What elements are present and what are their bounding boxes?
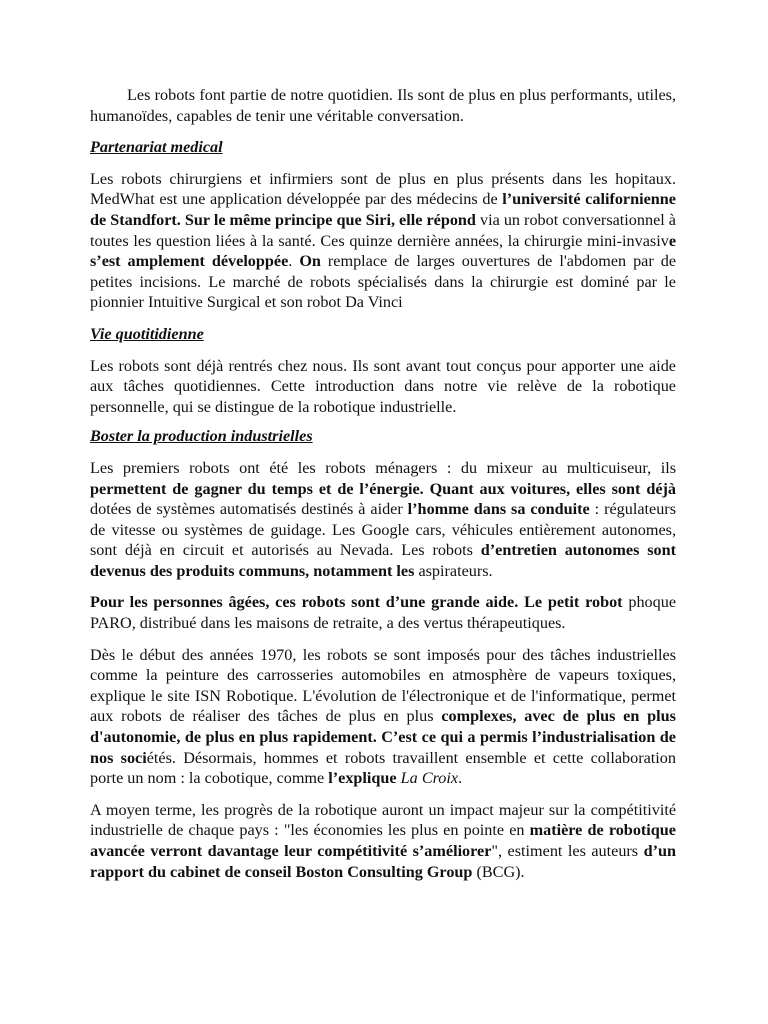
- paragraph-moyen-terme: [90, 800, 676, 882]
- text-span: aspirateurs.: [414, 561, 493, 580]
- intro-paragraph: Les robots font partie de notre quotidien. Ils sont de plus en plus performants, utiles, humanoïdes, capables de tenir une véritable conversation.: [90, 86, 676, 125]
- text-span: Les robots chirurgiens et infirmiers sont de plus en plus présents dans les hopitaux. MedWhat est une application développée par des médecins de: [90, 169, 676, 209]
- heading-boster-production: Boster la production industrielles: [90, 427, 313, 446]
- text-span: (BCG).: [472, 862, 525, 881]
- text-span: .: [288, 252, 300, 271]
- text-span: étés. Désormais, hommes et robots travaillent ensemble et cette collaboration porte un nom : la cobotique, comme: [90, 748, 676, 788]
- bold-span: On: [299, 252, 321, 271]
- bold-span: matière de robotique avancée verront davantage leur compétitivité s’améliorer: [90, 821, 676, 860]
- text-span: ", estiment les auteurs: [491, 842, 644, 860]
- text-span: A moyen terme, les progrès de la robotique auront un impact majeur sur la compétitivité industrielle de chaque pays : "les économies les plus en pointe en: [90, 800, 676, 840]
- bold-span: d’entretien autonomes sont devenus des produits communs, notamment les: [90, 541, 676, 580]
- text-span: phoque PARO, distribué dans les maisons de retraite, a des vertus thérapeutiques.: [90, 593, 677, 633]
- bold-span: l’explique: [328, 769, 397, 788]
- paragraph-personnes-agees: [90, 592, 676, 633]
- bold-span: l’université californienne de Standfort. Sur le même principe que Siri, elle répond: [90, 190, 676, 229]
- text-span: via un robot conversationnel à toutes les question liées à la santé. Ces quinze dernière années, la chirurgie mini-invasiv: [90, 210, 676, 250]
- text-span: .: [458, 769, 463, 788]
- bold-span: Pour les personnes âgées, ces robots sont d’une grande aide. Le petit robot: [90, 593, 623, 612]
- heading-vie-quotitidienne: Vie quotitidienne: [90, 324, 204, 343]
- bold-span: complexes, avec de plus en plus d'autonomie, de plus en plus rapidement. C’est ce qui a permis l’industrialisation de nos soci: [90, 707, 676, 767]
- bold-span: permettent de gagner du temps et de l’énergie. Quant aux voitures, elles sont déjà: [90, 479, 676, 498]
- paragraph-vie-quotidienne: Les robots sont déjà rentrés chez nous. Ils sont avant tout conçus pour apporter une aide aux tâches quotidiennes. Cette introduction dans notre vie relève de la robotique personnelle, qui se distingue de la robotique industrielle.: [90, 356, 676, 416]
- paragraph-premiers-robots: [90, 458, 676, 582]
- heading-partenariat-medical: Partenariat medical: [90, 138, 223, 157]
- bold-span: d’un rapport du cabinet de conseil Boston Consulting Group: [90, 842, 676, 881]
- paragraph-medical: [90, 169, 676, 313]
- italic-span: La Croix: [400, 769, 459, 788]
- text-span: dotées de systèmes automatisés destinés à aider: [90, 500, 408, 519]
- text-span: : régulateurs de vitesse ou systèmes de guidage. Les Google cars, véhicules entièrement autonomes, sont déjà en circuit et autorisés au Nevada. Les robots: [90, 500, 676, 560]
- bold-span: e s’est amplement développée: [90, 231, 676, 271]
- text-span: Les premiers robots ont été les robots ménagers : du mixeur au multicuiseur, ils: [90, 458, 676, 477]
- text-span: Dès le début des années 1970, les robots se sont imposés pour des tâches industrielles comme la peinture des carrosseries automobiles en atmosphère de vapeurs toxiques, explique le site ISN Robotique. L'évolution de l'électronique et de l'informatique, permet aux robots de réaliser des tâches de plus en plus: [90, 645, 676, 726]
- text-span: remplace de larges ouvertures de l'abdomen par de petites incisions. Le marché de robots spécialisés dans la chirurgie est dominé par le pionnier Intuitive Surgical et son robot Da Vinci: [90, 252, 676, 312]
- bold-span: l’homme dans sa conduite: [407, 500, 590, 519]
- paragraph-annees-1970: [90, 645, 676, 789]
